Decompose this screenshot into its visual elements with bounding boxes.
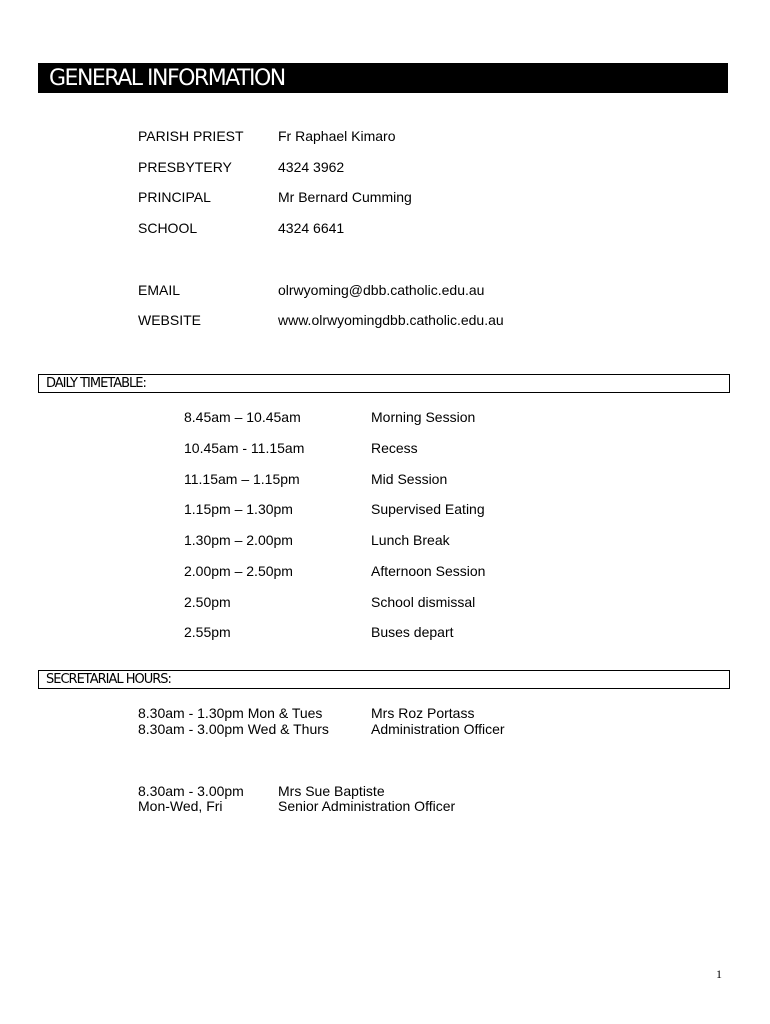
secretarial-hours-line: 8.30am - 3.00pm Wed & Thurs: [138, 721, 329, 737]
timetable-time: 1.15pm – 1.30pm: [184, 501, 293, 517]
contact-value-presbytery: 4324 3962: [278, 159, 345, 175]
timetable-time: 1.30pm – 2.00pm: [184, 532, 293, 548]
secretarial-heading: SECRETARIAL HOURS:: [46, 672, 171, 687]
contact-value-email: olrwyoming@dbb.catholic.edu.au: [278, 282, 485, 298]
secretarial-officer-role: Administration Officer: [371, 721, 505, 737]
timetable-heading: DAILY TIMETABLE:: [46, 376, 146, 391]
timetable-activity: Buses depart: [371, 624, 454, 640]
secretarial-officer-name: Mrs Roz Portass: [371, 705, 475, 721]
timetable-activity: Recess: [371, 440, 418, 456]
secretarial-officer-name: Mrs Sue Baptiste: [278, 783, 385, 799]
contact-label-website: WEBSITE: [138, 312, 202, 328]
timetable-activity: Supervised Eating: [371, 501, 485, 517]
secretarial-hours-line: 8.30am - 3.00pm: [138, 783, 244, 799]
contact-label-school: SCHOOL: [138, 220, 198, 236]
contact-label-principal: PRINCIPAL: [138, 189, 211, 205]
timetable-activity: Afternoon Session: [371, 563, 486, 579]
timetable-activity: Mid Session: [371, 471, 448, 487]
timetable-activity: Morning Session: [371, 409, 476, 425]
secretarial-heading-box: [38, 670, 730, 689]
timetable-time: 2.55pm: [184, 624, 231, 640]
contact-label-email: EMAIL: [138, 282, 181, 298]
timetable-activity: School dismissal: [371, 594, 476, 610]
secretarial-officer-role: Senior Administration Officer: [278, 798, 456, 814]
timetable-time: 2.50pm: [184, 594, 231, 610]
secretarial-days-line: Mon-Wed, Fri: [138, 798, 223, 814]
timetable-time: 2.00pm – 2.50pm: [184, 563, 293, 579]
timetable-time: 10.45am - 11.15am: [184, 440, 305, 456]
timetable-time: 11.15am – 1.15pm: [184, 471, 300, 487]
page-number: 1: [716, 967, 722, 981]
page-title: GENERAL INFORMATION: [49, 66, 285, 91]
contact-value-parish-priest: Fr Raphael Kimaro: [278, 128, 396, 144]
contact-value-principal: Mr Bernard Cumming: [278, 189, 412, 205]
timetable-activity: Lunch Break: [371, 532, 450, 548]
contact-label-parish-priest: PARISH PRIEST: [138, 128, 244, 144]
page-title-banner: [38, 63, 728, 93]
timetable-time: 8.45am – 10.45am: [184, 409, 301, 425]
contact-value-school: 4324 6641: [278, 220, 345, 236]
timetable-heading-box: [38, 374, 730, 393]
contact-label-presbytery: PRESBYTERY: [138, 159, 232, 175]
contact-value-website: www.olrwyomingdbb.catholic.edu.au: [278, 312, 504, 328]
secretarial-hours-line: 8.30am - 1.30pm Mon & Tues: [138, 705, 323, 721]
